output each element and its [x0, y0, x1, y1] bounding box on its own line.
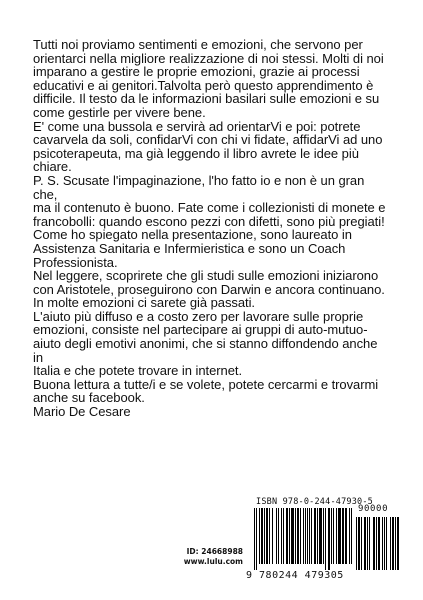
publisher-info: [173, 547, 243, 567]
barcode-bar: [338, 508, 341, 564]
blurb-text: [33, 38, 389, 419]
barcode-bar: [319, 508, 322, 564]
barcode-bar: [349, 508, 350, 564]
barcode-bar: [364, 517, 366, 570]
barcode-bar: [336, 508, 337, 564]
barcode-bar: [392, 517, 394, 570]
barcode-bar: [303, 508, 304, 564]
barcode-bar: [384, 517, 385, 570]
barcode-bar: [333, 508, 334, 564]
barcode-bar: [356, 517, 357, 570]
barcode-bar: [283, 508, 284, 564]
barcode-bar: [307, 508, 308, 564]
blurb-paragraph: In molte emozioni ci sarete già passati.: [33, 295, 255, 311]
barcode-bar: [397, 517, 399, 570]
barcode-bar: [264, 508, 265, 564]
barcode-bar: [295, 508, 296, 564]
barcode-bar: [261, 508, 263, 564]
barcode-bar: [266, 508, 268, 564]
barcode-bar: [254, 508, 255, 570]
author-signature: Mario De Cesare: [33, 404, 131, 420]
addon-barcode: [356, 517, 400, 570]
blurb-paragraph: Tutti noi proviamo sentimenti e emozioni, che servono per orientarci nella migliore realizzazione di noi stessi. Molti di noi imparano a gestire le proprie emozioni, grazie ai processi educativi e ai genitori.Talvolta però questo apprendimento è difficile. Il testo da le informazioni basilari sulle emozioni e su come gestirle per vivere bene.: [33, 37, 384, 120]
barcode-bar: [297, 508, 299, 564]
blurb-paragraph: Buona lettura a tutte/i e se volete, potete cercarmi e trovarmi anche su facebook.: [33, 376, 379, 406]
barcode-bar: [395, 517, 396, 570]
blurb-paragraph: L'aiuto più diffuso e a costo zero per lavorare sulle proprie emozioni, consiste nel partecipare ai gruppi di auto-mutuo- aiuto degli emotivi anonimi, che si stanno diffondendo anche in Italia e che potete trovare in internet.: [33, 308, 378, 379]
barcode-bar: [323, 508, 324, 564]
barcode-bar: [309, 508, 310, 564]
barcode-digits: 9 780244 479305: [246, 570, 344, 581]
blurb-paragraph: E' come una bussola e servirà ad orientarVi e poi: potrete cavarvela da soli, confidarVi con chi vi fidate, affidarVi ad uno psicoterapeuta, ma già leggendo il libro avrete le idee più chiare.: [33, 118, 383, 175]
barcode-bar: [317, 508, 318, 564]
barcode-bar: [369, 517, 370, 570]
barcode-bar: [373, 517, 375, 570]
barcode-bar: [361, 517, 362, 570]
barcode-bar: [289, 508, 290, 564]
barcode-bar: [305, 508, 306, 564]
barcode-bar: [351, 508, 352, 564]
barcode-bar: [382, 517, 383, 570]
barcode-bar: [259, 508, 260, 564]
barcode-bar: [276, 508, 277, 564]
barcode-bar: [378, 517, 380, 570]
barcode-bar: [291, 508, 294, 564]
barcode-bar: [376, 517, 377, 570]
barcode-bar: [342, 508, 344, 564]
barcode-bar: [358, 517, 360, 570]
barcode-bar: [328, 508, 330, 570]
barcode-bar: [331, 508, 332, 564]
barcode-bar: [281, 508, 282, 564]
barcode-bar: [278, 508, 279, 564]
barcode-bar: [256, 508, 257, 570]
barcode-bar: [345, 508, 347, 564]
barcode-bar: [311, 508, 312, 564]
barcode-bar: [286, 508, 288, 564]
isbn-label: ISBN 978-0-244-47930-5: [256, 497, 373, 507]
blurb-paragraph: Come ho spiegato nella presentazione, sono laureato in Assistenza Sanitaria e Infermieristica e sono un Coach Professionista.: [33, 227, 352, 270]
publisher-id: ID: 24668988: [186, 547, 243, 556]
barcode-addon-digits: 90000: [358, 504, 389, 514]
blurb-paragraph: Nel leggere, scoprirete che gli studi sulle emozioni iniziarono con Aristotele, proseguirono con Darwin e ancora continuano.: [33, 268, 385, 297]
barcode-bar: [269, 508, 270, 564]
barcode-bar: [386, 517, 387, 570]
isbn-barcode: [254, 508, 352, 570]
barcode-bar: [314, 508, 316, 564]
publisher-site: www.lulu.com: [183, 557, 243, 566]
barcode-bar: [272, 508, 273, 564]
barcode-bar: [390, 517, 391, 570]
barcode-bar: [367, 517, 368, 570]
barcode-bar: [325, 508, 326, 570]
barcode-bar: [300, 508, 301, 564]
blurb-paragraph: P. S. Scusate l'impaginazione, l'ho fatto io e non è un gran che, ma il contenuto è buono. Fate come i collezionisti di monete e francobolli: quando escono pezzi con difetti, sono più pregiati!: [33, 172, 386, 229]
